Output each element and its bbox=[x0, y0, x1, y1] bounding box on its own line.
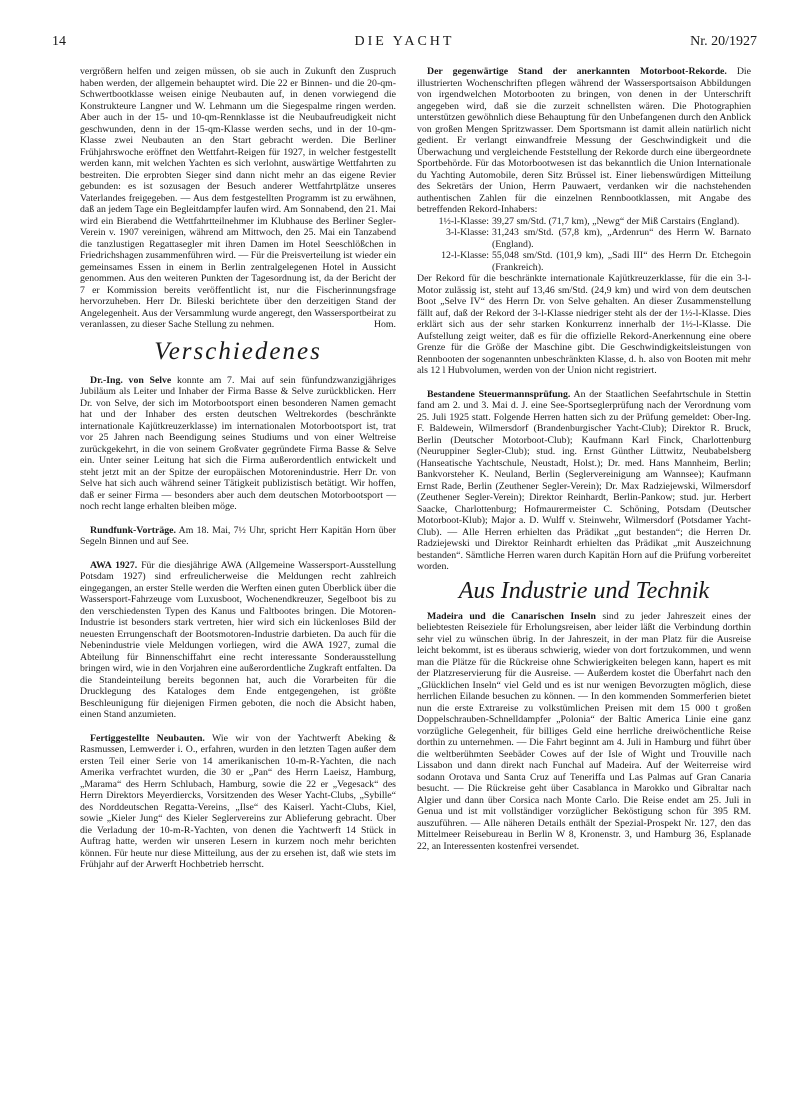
record-value: 39,27 sm/Std. (71,7 km), „Newg“ der Miß Carstairs (England). bbox=[492, 215, 740, 227]
article-lead: Dr.-Ing. von Selve bbox=[90, 374, 172, 386]
article-lead: Der gegenwärtige Stand der anerkannten Motorboot-Rekorde. bbox=[427, 66, 727, 77]
article-madeira bbox=[417, 611, 751, 853]
article-text: Die illustrierten Wochenschriften pflegen während der Wassersportsaison Abbildungen von irgendwelchen Motorbooten zu bringen, von denen in der Unterschrift angegeben wird, daß sie die zurzeit schnellsten wären. Die Photographien unterstützen gewöhnlich diese Behauptung für den Unbefangenen durch den Anblick von großen Mengen Spritzwasser. Dem Sportsmann ist damit allein natürlich nicht gedient. Er verlangt einwandfreie Messung der Geschwindigkeit und die Überwachung und vergleichende Feststellung der Rekorde durch eine übergeordnete Sportbehörde. Für das Motorbootwesen ist das bekanntlich die Union Internationale du Yachting Automobile, deren Sitz Brüssel ist. Einer liebenswürdigen Mitteilung des Sekretärs der Union, Herrn Pauwaert, verdanken wir die nachstehenden authentischen Zahlen für die einzelnen Rennbootklassen, mit Angabe des betreffenden Rekord-Inhabers: bbox=[417, 66, 751, 215]
article-text: Am 18. Mai, 7½ Uhr, spricht Herr Kapitän Horn über Segeln Binnen und auf See. bbox=[80, 524, 396, 547]
journal-title: DIE YACHT bbox=[354, 34, 455, 49]
record-class: 12-l-Klasse: bbox=[441, 250, 489, 261]
article-lead: Fertiggestellte Neubauten. bbox=[90, 732, 205, 744]
record-row bbox=[417, 216, 751, 228]
section-title-verschiedenes: Verschiedenes bbox=[154, 337, 322, 365]
record-class: 3-l-Klasse: bbox=[446, 227, 489, 238]
record-row bbox=[417, 227, 751, 250]
intro-paragraph: vergrößern helfen und zeigen müssen, ob sie auch in Zukunft den Zuspruch haben werden, der allgemein behauptet wird. Die 22 er Binnen- und die 20-qm-Schwertbootklasse weisen einige Neubauten auf, in denen vorwiegend die Konstrukteure Langner und W. Lehmann um die Siegespalme ringen werden. Aber auch in der 15- und 10-qm-Rennklasse ist die Neubaufreudigkeit nicht geschwunden, denn in der 15-qm-Klasse werden sechs, und in der 10-qm-Klasse zwei Neubauten an den Start gebracht werden. Die Berliner Frühjahrswoche eröffnet den Wettfahrt-Reigen für 1927, in welcher festgestellt werden kann, mit welchen Yachten es sich verlohnt, auswärtige Wettfahrten zu bestreiten. Die erprobten Sieger sind dann nicht mehr an das eigene Revier gebunden: es ist sozusagen der Besuch anderer Wettfahrtplätze unseres Vaterlandes freigegeben. — Aus dem festgestellten Programm ist zu erwähnen, daß an jedem Tage ein Begleitdampfer laufen wird. Am Sonnabend, den 21. Mai wird ein Bierabend die Wettfahrtteilnehmer im Klubhause des Berliner Segler-Verein v. 1907 vereinigen, während am Mittwoch, den 25. Mai ein Tanzabend die tanzlustigen Regattasegler mit ihren Damen im Hotel Seeschlößchen in Friedrichshagen zusammenführen wird. — Für die Preisverteilung ist wieder ein gemeinsames Essen in einem in Berlin zentralgelegenen Hotel in Aussicht genommen. Aus den weiteren Punkten der Tagesordnung ist, da der Bericht der 7 er Kommission bereits veröffentlicht ist, nur die Fischerinnungsfrage hervorzuheben. Herr Dr. Bileski berichtete über den derzeitigen Stand der Angelegenheit. Aus der Versammlung wurde angeregt, den Wassersportbeirat zu veranlassen, zu dieser Sache Stellung zu nehmen. Hom. bbox=[80, 66, 396, 330]
section-title-industrie: Aus Industrie und Technik bbox=[458, 577, 710, 604]
article-steuermann bbox=[417, 389, 751, 573]
article-selve bbox=[80, 375, 396, 513]
left-column bbox=[80, 66, 396, 871]
records-list bbox=[417, 216, 751, 274]
record-value: 31,243 sm/Std. (57,8 km), „Ardenrun“ des Herrn W. Barnato (England). bbox=[492, 227, 751, 250]
article-lead: Bestandene Steuermannsprüfung. bbox=[427, 388, 571, 400]
page-number: 14 bbox=[52, 34, 66, 49]
record-class: 1½-l-Klasse: bbox=[438, 215, 489, 227]
record-value: 55,048 sm/Std. (101,9 km), „Sadi III“ des Herrn Dr. Etchegoin (Frankreich). bbox=[492, 250, 751, 273]
right-column bbox=[417, 66, 751, 852]
article-rekorde bbox=[417, 66, 751, 216]
article-awa bbox=[80, 560, 396, 721]
intro-signature: Hom. bbox=[373, 319, 396, 330]
article-lead: AWA 1927. bbox=[90, 559, 138, 571]
issue-number: Nr. 20/1927 bbox=[690, 34, 757, 49]
page-header bbox=[52, 34, 757, 52]
article-neubauten bbox=[80, 733, 396, 871]
article-text: konnte am 7. Mai auf sein fünfundzwanzigjähriges Jubiläum als Leiter und Inhaber der Firma Basse & Selve zurückblicken. Herr Dr. von Selve, der sich im Motorbootsport einen besonderen Namen gemacht hat und der Inhaber des ersten deutschen Weltrekordes (beschränkte internationale Kajütkreuzerklasse) im internationalen Motorbootsport ist, trat vor 25 Jahren nach Beendigung seines Studiums und von einer Weltreise zurückgekehrt, in die von seinem Großvater gegründete Firma Basse & Selve ein. Unter seiner Leitung hat sich die Firma außerordentlich entwickelt und steht jetzt mit an der Spitze der europäischen Motorenindustrie. Herr Dr. von Selve hat sich auch während seiner Tätigkeit publizistisch betätigt. Wir hoffen, daß er seiner Firma — besonders aber auch dem deutschen Motorbootsport — noch recht lange erhalten bleiben möge. bbox=[80, 374, 396, 512]
article-lead: Madeira und die Canarischen Inseln bbox=[427, 610, 596, 622]
article-lead: Rundfunk-Vorträge. bbox=[90, 524, 176, 536]
article-rundfunk bbox=[80, 525, 396, 548]
article-text: sind zu jeder Jahreszeit eines der beliebtesten Reiseziele für Erholungsreisen, aber leider läßt die Verbindung dorthin sehr viel zu wünschen übrig. In der Jahreszeit, in der man Platz für die Ausreise leicht bekommt, ist es überaus schwierig, wieder von dort fortzukommen, und wenn man die Plätze für die Rückreise ohne Schwierigkeiten belegen kann, hapert es mit der Platzreservierung für die Ausreise. — Außerdem kostet die Überfahrt nach den „Glücklichen Inseln“ viel Geld und es ist nur wenigen Bevorzugten möglich, diese herrlichen Eilande besuchen zu können. — In den kommenden Sommerferien bietet nun die erste Extrareise zu volkstümlichen Preisen mit dem 15 000 t großen Doppelschrauben-Schnelldampfer „Polonia“ der Baltic America Linie eine ganz vorzügliche Gelegenheit, für billiges Geld eine herrliche dreiwöchentliche Reise dorthin zu unternehmen. — Die Fahrt beginnt am 4. Juli in Hamburg und führt über die weltberühmten Seebäder Cowes auf der Isle of Wight und Trouville nach Lissabon und dann direkt nach Funchal auf Madeira. Auf der Weiterreise wird sodann Orotava und Santa Cruz auf Teneriffa und Las Palmas auf Gran Canaria besucht. — Die Rückreise geht über Casablanca in Marokko und Gibraltar nach Algier und dann über Corsica nach Monte Carlo. Die Reise endet am 25. Juli in Genua und ist mit vollständiger vorzüglicher Beköstigung schon für 395 RM. auszuführen. — Alle näheren Details enthält der Spezial-Prospekt Nr. 127, den das Mittelmeer Reisebureau in Berlin W 8, Kronenstr. 3, und Hamburg 36, Esplanade 22, an Interessenten kostenfrei versendet. bbox=[417, 610, 752, 852]
article-text: Wie wir von der Yachtwerft Abeking & Rasmussen, Lemwerder i. O., erfahren, wurden in den letzten Tagen außer dem ersten Teil einer Serie von 14 amerikanischen 10-m-R-Yachten, die nach Amerika verfrachtet wurden, die 30 er „Pan“ des Herrn Laeisz, Hamburg, „Marama“ des Herrn Schlubach, Hamburg, sowie die 22 er „Vegesack“ des Herrn Direktors Meyerdiercks, Vorsitzenden des Weser Yacht-Clubs, „Sybille“ des Norddeutschen Regatta-Vereins, „Ilse“ des Kaiserl. Yacht-Clubs, Kiel, sowie „Kieler Jung“ des Kieler Seglervereins zur Ablieferung gebracht. Über die Verladung der 10-m-R-Yachten, von denen die Yachtwerft 14 Stück in Auftrag hatte, werden wir unseren Lesern in kurzem noch mehr berichten können. Für heute nur diese Mitteilung, aus der zu ersehen ist, daß wie stets im Frühjahr auf der Arwerft Hochbetrieb herrscht. bbox=[80, 732, 396, 870]
article-text: Für die diesjährige AWA (Allgemeine Wassersport-Ausstellung Potsdam 1927) sind erfreulicherweise die Meldungen recht zahlreich eingegangen, an erster Stelle werden die Werften einen guten Überblick über die Wassersport-Fahrzeuge vom Luxusboot, Wochenendkreuzer, Segelboot bis zu den verschiedensten Typen des Kanus und Faltbootes bringen. Die Motoren-Industrie ist besonders stark vertreten, hier wird sich ein lückenloses Bild der neuesten Errungenschaft der Bootsmotoren-Industrie darbieten. Da auch für die Nebenindustrie viele Meldungen vorliegen, wird die AWA 1927, zumal die Abteilung für Binnenschiffahrt eine recht interessante Sonderausstellung bringen wird, wie in den Vorjahren eine außerordentliche Zugkraft entfalten. Da die Standeinteilung bereits begonnen hat, auch die Vorarbeiten für die Drucklegung des Kataloges dem Ende entgegengehen, ist größte Beschleunigung für diejenigen Firmen geboten, die noch die Absicht haben, einen Stand anzumieten. bbox=[80, 559, 396, 720]
records-paragraph-2: Der Rekord für die beschränkte internationale Kajütkreuzerklasse, für die ein 3-l-Motor zulässig ist, steht auf 13,46 sm/Std. (24,9 km) und wird von dem deutschen Boot „Selve IV“ des Herrn Dr. von Selve gehalten. An dieser Zusammenstellung fällt auf, daß der Rekord der 3-l-Klasse niedriger steht als der der 1½-l-Klasse. Dies erklärt sich aus der sehr starken Konkurrenz innerhalb der 1½-l-Klasse. Die Aufstellung zeigt weiter, daß es für die offizielle Rekord-Anerkennung eine obere Grenze für die Größe der Maschine gibt. Die Geschwindigkeitsleistungen von Rennbooten der sogenannten unbeschränkten Klasse, d. h. also von Booten mit mehr als 12 l Hubvolumen, werden von der Union nicht registriert. bbox=[417, 273, 751, 376]
record-row bbox=[417, 250, 751, 273]
article-text: An der Staatlichen Seefahrtschule in Stettin fand am 2. und 3. Mai d. J. eine See-Sportseglerprüfung nach der Verordnung vom 25. Juli 1925 statt. Folgende Herren hatten sich zu der Prüfung gemeldet: Ober-Ing. F. Baldewein, Wilmersdorf (Brandenburgischer Yacht-Club); Direktor R. Bruck, Berlin (Deutscher Motorboot-Club); Kaufmann Karl Finck, Charlottenburg (Neuruppiner Segler-Club); stud. ing. Ernst Günther Lüttwitz, Neubabelsberg (Hanseatische Yachtschule, Neustadt, Holst.); Dr. med. Hans Mannheim, Berlin; Bankvorsteher K. Neuland, Berlin (Seglervereinigung am Wannsee); Kaufmann Ernst Rade, Berlin (Zeuthener Segler-Verein); Dr. Max Radziejewski, Wilmersdorf (Zeuthener Segler-Verein); Direktor Reinhardt, Berlin-Pankow; stud. jur. Herbert Saacke, Charlottenburg; Hofmaurermeister C. Schöning, Potsdam (Deutscher Motorboot-Klub); Major a. D. Wulff v. Steinwehr, Wilmersdorf (Potsdamer Yacht-Club). — Alle Herren erhielten das Prädikat „gut bestanden“; die Herren Dr. Radziejewski und Direktor Reinhardt erhielten das Prädikat „mit Auszeichnung bestanden“. Sämtliche Herren waren durch Kapitän Horn auf die Prüfung vorbereitet worden. bbox=[417, 388, 751, 572]
